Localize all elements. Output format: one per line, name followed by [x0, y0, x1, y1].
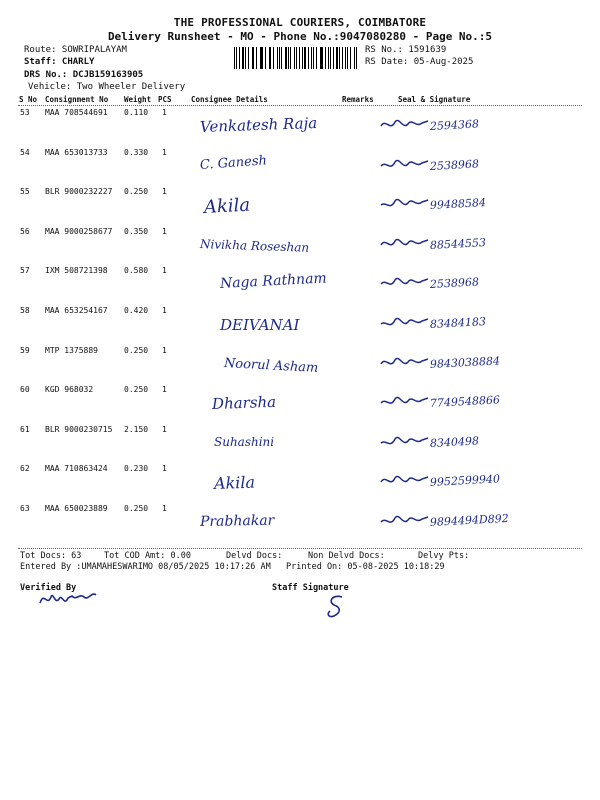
barcode-bar — [328, 47, 329, 69]
barcode-bar — [281, 47, 282, 69]
row-consignment: MAA 9000258677 — [45, 227, 113, 236]
row-seal-number: 9894494D892 — [429, 511, 510, 529]
col-weight: Weight — [124, 95, 152, 104]
footer-divider — [18, 548, 582, 549]
rs-date: RS Date: 05-Aug-2025 — [365, 57, 474, 67]
row-weight: 0.110 — [124, 108, 149, 117]
rs-number: RS No.: 1591639 — [365, 45, 447, 55]
barcode-bar — [299, 47, 300, 69]
barcode-bar — [248, 47, 249, 69]
row-pcs: 1 — [162, 504, 167, 513]
header-divider — [18, 105, 582, 106]
total-docs: Tot Docs: 63 — [20, 551, 82, 561]
row-consignee-handwriting: Naga Rathnam — [219, 270, 328, 292]
drs-number: DRS No.: DCJB159163905 — [24, 70, 144, 80]
row-signature-scribble — [378, 508, 430, 530]
barcode-bar — [308, 47, 309, 69]
row-pcs: 1 — [162, 108, 167, 117]
row-consignee-handwriting: DEIVANAI — [220, 316, 300, 334]
row-seal-number: 83484183 — [429, 315, 487, 331]
barcode-bar — [354, 47, 355, 69]
row-consignment: MTP 1375889 — [45, 346, 98, 355]
col-sno: S No — [19, 95, 38, 104]
vehicle-label: Vehicle: Two Wheeler Delivery — [28, 82, 186, 92]
printed-on: Printed On: 05-08-2025 10:18:29 — [286, 562, 445, 572]
row-signature-scribble — [378, 468, 430, 490]
verified-by-label: Verified By — [20, 583, 77, 593]
row-seal-number: 8340498 — [429, 434, 480, 450]
barcode-bar — [270, 47, 271, 69]
row-consignment: MAA 653013733 — [45, 148, 108, 157]
row-consignment: IXM 508721398 — [45, 266, 108, 275]
row-consignee-handwriting: Noorul Asham — [223, 356, 319, 376]
barcode-bar — [288, 47, 289, 69]
row-consignee-handwriting: Dharsha — [211, 392, 277, 413]
row-consignment: MAA 653254167 — [45, 306, 108, 315]
barcode-bar — [339, 47, 340, 69]
row-consignee-handwriting: Prabhakar — [199, 512, 275, 530]
row-consignee-handwriting: Nivikha Roseshan — [199, 237, 310, 255]
barcode-bar — [342, 47, 343, 69]
row-weight: 0.250 — [124, 187, 149, 196]
col-consignment: Consignment No — [45, 95, 109, 104]
barcode-bar — [345, 47, 346, 69]
row-weight: 0.250 — [124, 385, 149, 394]
barcode-image — [234, 47, 358, 69]
row-pcs: 1 — [162, 227, 167, 236]
row-weight: 0.580 — [124, 266, 149, 275]
barcode-bar — [234, 47, 235, 69]
row-pcs: 1 — [162, 425, 167, 434]
row-signature-scribble — [378, 350, 430, 372]
row-sno: 55 — [20, 187, 30, 196]
verified-signature — [38, 585, 100, 611]
barcode-bar — [285, 47, 287, 69]
staff-signature-label: Staff Signature — [272, 583, 349, 593]
col-consignee: Consignee Details — [191, 95, 268, 104]
barcode-bar — [311, 47, 312, 69]
col-pcs: PCS — [158, 95, 172, 104]
row-signature-scribble — [378, 270, 430, 292]
route-label: Route: SOWRIPALAYAM — [24, 45, 127, 55]
row-signature-scribble — [378, 112, 430, 134]
col-remarks: Remarks — [342, 95, 374, 104]
row-weight: 2.150 — [124, 425, 149, 434]
row-signature-scribble — [378, 152, 430, 174]
barcode-bar — [294, 47, 295, 69]
row-weight: 0.420 — [124, 306, 149, 315]
barcode-bar — [236, 47, 237, 69]
row-sno: 63 — [20, 504, 30, 513]
row-sno: 57 — [20, 266, 30, 275]
row-consignee-handwriting: Akila — [203, 194, 251, 218]
staff-label: Staff: CHARLY — [24, 57, 95, 67]
barcode-bar — [333, 47, 334, 69]
row-consignee-handwriting: C. Ganesh — [199, 153, 268, 173]
barcode-bar — [304, 47, 305, 69]
row-consignee-handwriting: Akila — [213, 472, 256, 493]
row-sno: 54 — [20, 148, 30, 157]
row-sno: 62 — [20, 464, 30, 473]
row-pcs: 1 — [162, 306, 167, 315]
row-pcs: 1 — [162, 464, 167, 473]
row-sno: 60 — [20, 385, 30, 394]
barcode-bar — [336, 47, 338, 69]
entered-by: Entered By :UMAMAHESWARIMO 08/05/2025 10:17:26 AM — [20, 562, 271, 572]
barcode-bar — [256, 47, 257, 69]
row-weight: 0.250 — [124, 346, 149, 355]
row-signature-scribble — [378, 429, 430, 451]
row-sno: 56 — [20, 227, 30, 236]
row-seal-number: 7749548866 — [429, 393, 501, 410]
barcode-bar — [279, 47, 280, 69]
row-pcs: 1 — [162, 187, 167, 196]
barcode-bar — [273, 47, 274, 69]
row-pcs: 1 — [162, 266, 167, 275]
barcode-bar — [350, 47, 351, 69]
barcode-bar — [269, 47, 270, 69]
non-delivered-docs: Non Delvd Docs: — [308, 551, 385, 561]
row-signature-scribble — [378, 231, 430, 253]
row-weight: 0.330 — [124, 148, 149, 157]
row-signature-scribble — [378, 389, 430, 411]
row-weight: 0.250 — [124, 504, 149, 513]
barcode-bar — [290, 47, 291, 69]
row-sno: 58 — [20, 306, 30, 315]
barcode-bar — [316, 47, 317, 69]
col-seal-signature: Seal & Signature — [398, 95, 471, 104]
row-consignment: MAA 710863424 — [45, 464, 108, 473]
row-weight: 0.230 — [124, 464, 149, 473]
barcode-bar — [302, 47, 303, 69]
row-consignment: BLR 9000230715 — [45, 425, 113, 434]
runsheet-title: Delivery Runsheet - MO - Phone No.:9047080280 - Page No.:5 — [107, 30, 493, 43]
row-seal-number: 9843038884 — [429, 354, 501, 371]
row-pcs: 1 — [162, 385, 167, 394]
company-title: THE PROFESSIONAL COURIERS, COIMBATORE — [173, 16, 427, 29]
row-signature-scribble — [378, 310, 430, 332]
barcode-bar — [347, 47, 348, 69]
row-pcs: 1 — [162, 346, 167, 355]
row-consignee-handwriting: Venkatesh Raja — [199, 113, 318, 136]
barcode-bar — [321, 47, 322, 69]
barcode-bar — [313, 47, 315, 69]
row-consignment: KGD 968032 — [45, 385, 94, 394]
barcode-bar — [277, 47, 278, 69]
row-consignee-handwriting: Suhashini — [214, 435, 275, 449]
delivered-docs: Delvd Docs: — [226, 551, 283, 561]
barcode-bar — [330, 47, 331, 69]
barcode-bar — [245, 47, 246, 69]
row-seal-number: 99488584 — [429, 196, 487, 212]
barcode-bar — [239, 47, 240, 69]
barcode-bar — [265, 47, 266, 69]
row-pcs: 1 — [162, 148, 167, 157]
barcode-bar — [261, 47, 263, 69]
row-weight: 0.350 — [124, 227, 149, 236]
row-seal-number: 2594368 — [429, 117, 480, 133]
row-sno: 53 — [20, 108, 30, 117]
delivery-points: Delvy Pts: — [418, 551, 470, 561]
row-consignment: MAA 650023889 — [45, 504, 108, 513]
barcode-bar — [356, 47, 357, 69]
staff-signature — [322, 592, 352, 620]
barcode-bar — [242, 47, 244, 69]
barcode-bar — [325, 47, 326, 69]
row-seal-number: 2538968 — [429, 275, 480, 291]
row-consignment: BLR 9000232227 — [45, 187, 113, 196]
barcode-bar — [260, 47, 261, 69]
row-sno: 61 — [20, 425, 30, 434]
total-cod: Tot COD Amt: 0.00 — [104, 551, 191, 561]
row-seal-number: 9952599940 — [429, 472, 501, 489]
barcode-bar — [320, 47, 321, 69]
row-sno: 59 — [20, 346, 30, 355]
barcode-bar — [252, 47, 253, 69]
row-consignment: MAA 708544691 — [45, 108, 108, 117]
row-seal-number: 88544553 — [429, 236, 487, 252]
row-seal-number: 2538968 — [429, 157, 480, 173]
barcode-bar — [253, 47, 254, 69]
barcode-bar — [296, 47, 297, 69]
row-signature-scribble — [378, 191, 430, 213]
